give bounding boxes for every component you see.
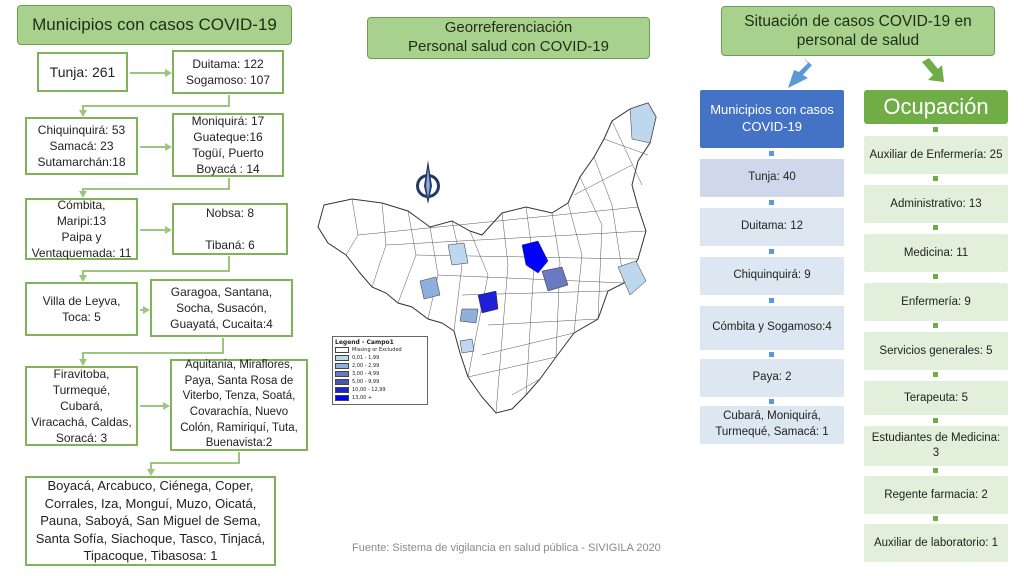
connector-dot bbox=[769, 249, 774, 254]
region-turmeque bbox=[460, 339, 474, 353]
box-nobsa: Nobsa: 8 Tibaná: 6 bbox=[172, 203, 288, 255]
connector-dot bbox=[769, 352, 774, 357]
connector bbox=[82, 352, 84, 359]
connector-dot bbox=[933, 176, 938, 181]
municipio-item: Paya: 2 bbox=[700, 359, 844, 397]
region-samaca bbox=[460, 309, 478, 323]
map-title: Georreferenciación Personal salud con COVID-19 bbox=[367, 17, 650, 59]
connector bbox=[82, 188, 230, 190]
connector-dot bbox=[933, 516, 938, 521]
connector bbox=[228, 178, 230, 188]
legend-item: 3,00 - 4,99 bbox=[335, 370, 425, 378]
legend-item: 0,01 - 1,99 bbox=[335, 354, 425, 362]
arrowhead bbox=[79, 191, 87, 198]
connector-dot bbox=[933, 372, 938, 377]
municipio-item: Chiquinquirá: 9 bbox=[700, 257, 844, 295]
map-legend bbox=[332, 336, 428, 405]
arrowhead bbox=[163, 402, 170, 410]
arrowhead bbox=[147, 469, 155, 476]
connector-dot bbox=[933, 274, 938, 279]
connector-dot bbox=[933, 418, 938, 423]
connector bbox=[228, 95, 230, 105]
legend-item: 13,00 + bbox=[335, 394, 425, 402]
box-boyaca-group: Boyacá, Arcabuco, Ciénega, Coper, Corrales, Iza, Monguí, Muzo, Oicatá, Pauna, Saboyá, San Miguel de Sema, Santa Sofía, Siachoque, Tasco, Tinjacá, Tipacoque, Tibasosa: 1 bbox=[25, 476, 276, 566]
arrowhead bbox=[165, 69, 172, 77]
connector bbox=[140, 405, 164, 407]
municipios-header: Municipios con casos COVID-19 bbox=[700, 90, 844, 148]
connector bbox=[238, 452, 240, 462]
connector-dot bbox=[933, 468, 938, 473]
ocupacion-item: Regente farmacia: 2 bbox=[864, 476, 1008, 514]
arrowhead bbox=[165, 143, 172, 151]
legend-swatch bbox=[335, 347, 349, 353]
ocupacion-header: Ocupación bbox=[864, 90, 1008, 124]
connector bbox=[140, 229, 166, 231]
box-duitama-sogamoso: Duitama: 122 Sogamoso: 107 bbox=[172, 50, 284, 94]
connector-dot bbox=[933, 225, 938, 230]
connector-dot bbox=[769, 298, 774, 303]
legend-title: Legend - Campo1 bbox=[335, 339, 394, 346]
arrowhead bbox=[143, 306, 150, 314]
connector bbox=[82, 270, 230, 272]
arrowhead bbox=[79, 275, 87, 282]
box-garagoa: Garagoa, Santana, Socha, Susacón, Guayatá, Cucaita:4 bbox=[150, 279, 293, 337]
blue-arrow-icon bbox=[786, 58, 816, 90]
connector-dot bbox=[769, 200, 774, 205]
green-arrow-icon bbox=[920, 58, 946, 84]
box-moniquira: Moniquirá: 17 Guateque:16 Togüí, Puerto Boyacá : 14 bbox=[172, 113, 284, 177]
connector bbox=[228, 256, 230, 270]
legend-item: 2,00 - 2,99 bbox=[335, 362, 425, 370]
legend-swatch bbox=[335, 355, 349, 361]
box-firavitoba: Firavitoba, Turmequé, Cubará, Viracachá, Caldas, Soracá: 3 bbox=[25, 366, 138, 446]
ocupacion-item: Servicios generales: 5 bbox=[864, 332, 1008, 370]
box-aquitania: Aquitania, Miraflores, Paya, Santa Rosa de Viterbo, Tenza, Soatá, Covarachía, Nuevo Colón, Ramiriquí, Tuta, Buenavista:2 bbox=[170, 359, 308, 451]
ocupacion-item: Auxiliar de Enfermería: 25 bbox=[864, 136, 1008, 174]
connector bbox=[222, 338, 224, 352]
situacion-title: Situación de casos COVID-19 en personal de salud bbox=[721, 6, 995, 56]
legend-swatch bbox=[335, 387, 349, 393]
box-tunja: Tunja: 261 bbox=[37, 52, 128, 92]
ocupacion-item: Terapeuta: 5 bbox=[864, 381, 1008, 415]
legend-swatch bbox=[335, 363, 349, 369]
legend-swatch bbox=[335, 395, 349, 401]
municipio-item: Duitama: 12 bbox=[700, 208, 844, 246]
ocupacion-item: Medicina: 11 bbox=[864, 234, 1008, 272]
ocupacion-item: Auxiliar de laboratorio: 1 bbox=[864, 524, 1008, 562]
connector-dot bbox=[933, 323, 938, 328]
connector bbox=[130, 72, 166, 74]
region-cubara bbox=[630, 103, 656, 143]
connector bbox=[82, 105, 230, 107]
box-chiquinquira: Chiquinquirá: 53 Samacá: 23 Sutamarchán:18 bbox=[25, 117, 138, 175]
municipio-item: Cómbita y Sogamoso:4 bbox=[700, 306, 844, 350]
ocupacion-item: Enfermería: 9 bbox=[864, 283, 1008, 321]
legend-item: 5,00 - 9,99 bbox=[335, 378, 425, 386]
left-title: Municipios con casos COVID-19 bbox=[17, 5, 292, 45]
legend-item: Missing or Excluded bbox=[335, 346, 425, 354]
legend-swatch bbox=[335, 379, 349, 385]
box-villa-de-leyva: Villa de Leyva, Toca: 5 bbox=[25, 282, 138, 336]
legend-swatch bbox=[335, 371, 349, 377]
municipio-item: Tunja: 40 bbox=[700, 159, 844, 197]
connector-dot bbox=[769, 151, 774, 156]
arrowhead bbox=[79, 359, 87, 366]
source-note: Fuente: Sistema de vigilancia en salud pública - SIVIGILA 2020 bbox=[352, 542, 661, 554]
box-combita: Cómbita, Maripi:13 Paipa y Ventaquemada: 11 bbox=[25, 198, 138, 260]
connector-dot bbox=[933, 127, 938, 132]
municipio-item: Cubará, Moniquirá, Turmequé, Samacá: 1 bbox=[700, 406, 844, 444]
ocupacion-item: Administrativo: 13 bbox=[864, 185, 1008, 223]
connector bbox=[82, 352, 224, 354]
arrowhead bbox=[165, 226, 172, 234]
connector bbox=[150, 462, 152, 469]
arrowhead bbox=[79, 110, 87, 117]
connector-dot bbox=[769, 399, 774, 404]
legend-item: 10,00 - 12,99 bbox=[335, 386, 425, 394]
connector bbox=[140, 146, 166, 148]
ocupacion-item: Estudiantes de Medicina: 3 bbox=[864, 426, 1008, 466]
connector bbox=[150, 462, 240, 464]
